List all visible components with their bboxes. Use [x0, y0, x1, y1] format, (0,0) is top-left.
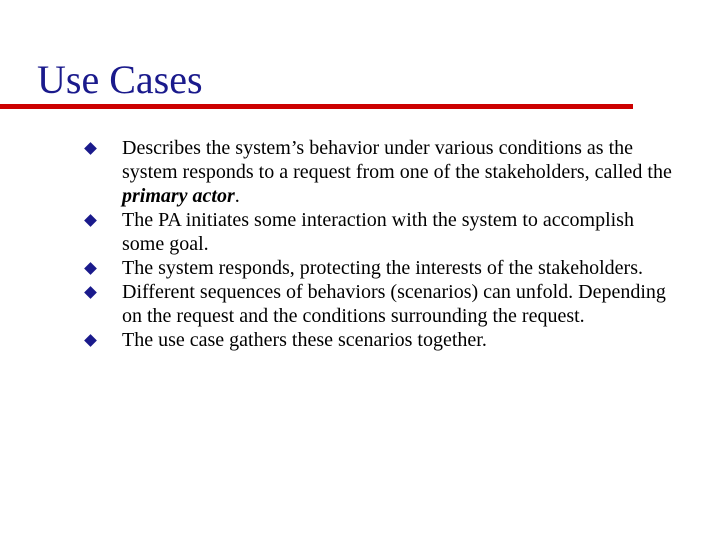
bullet-text-5: The use case gathers these scenarios together.: [122, 329, 487, 351]
diamond-bullet-icon: [84, 262, 97, 275]
bullet-list: [0, 136, 678, 352]
bullet-item-3: [0, 256, 678, 280]
bullet-text-2: The PA initiates some interaction with the system to accomplish some goal.: [122, 209, 634, 255]
diamond-bullet-icon: [84, 286, 97, 299]
diamond-bullet-icon: [84, 142, 97, 155]
bullet-text-1-after: .: [234, 185, 240, 207]
bullet-text-4: Different sequences of behaviors (scenarios) can unfold. Depending on the request and the conditions surrounding the request.: [122, 281, 666, 327]
slide-title: Use Cases: [37, 57, 203, 102]
bullet-item-4: [0, 280, 678, 328]
title-underline-rule: [0, 104, 633, 109]
bullet-item-1: [0, 136, 678, 208]
bullet-text-3: The system responds, protecting the interests of the stakeholders.: [122, 257, 643, 279]
bullet-item-5: [0, 328, 678, 352]
bullet-text-1-emphasis: primary actor: [122, 185, 235, 207]
diamond-bullet-icon: [84, 334, 97, 347]
bullet-text-1-before: Describes the system’s behavior under various conditions as the system responds to a request from one of the stakeholders, called the: [122, 137, 672, 183]
bullet-item-2: [0, 208, 678, 256]
diamond-bullet-icon: [84, 214, 97, 227]
